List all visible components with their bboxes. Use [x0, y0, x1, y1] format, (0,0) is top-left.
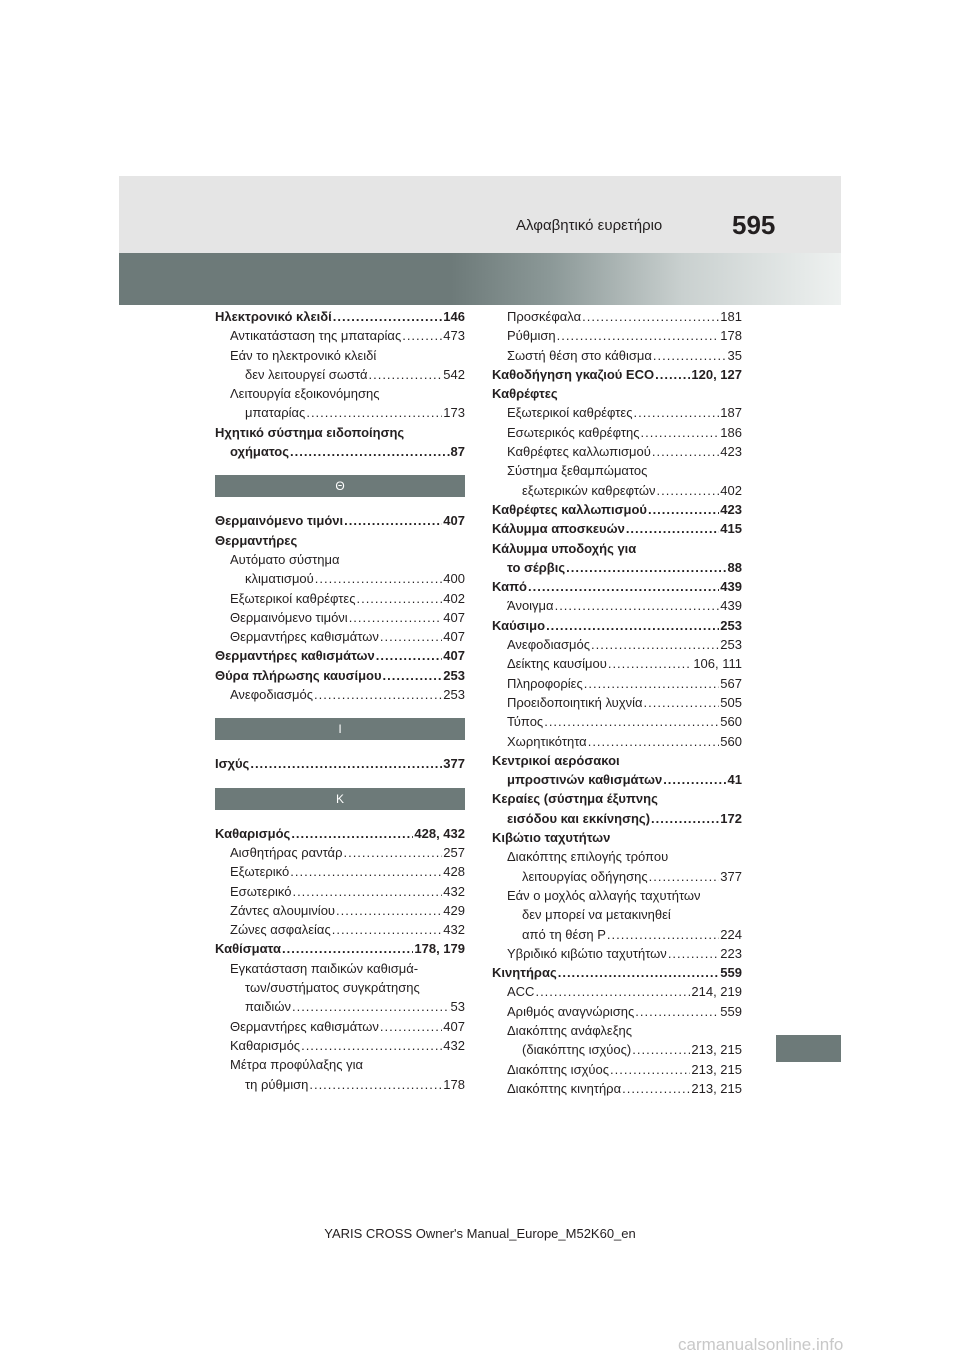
index-page-ref: 505: [720, 694, 742, 710]
index-entry: [492, 712, 742, 731]
index-entry-label: Καπό: [492, 579, 527, 595]
index-entry-label: Θερμαντήρες καθισμάτων: [215, 648, 375, 664]
index-page-ref: 224: [720, 926, 742, 942]
index-entry-label: Ζάντες αλουμινίου: [230, 902, 336, 918]
page-number: 595: [732, 210, 776, 240]
dot-leader: [651, 809, 719, 828]
index-entry: [492, 423, 742, 442]
index-entry: [215, 997, 465, 1016]
index-entry: [492, 770, 742, 789]
index-page-ref: 87: [450, 444, 465, 460]
footer-manual-id: YARIS CROSS Owner's Manual_Europe_M52K60_en: [324, 1226, 636, 1241]
dot-leader: [558, 963, 720, 982]
index-entry-label: Ηλεκτρονικό κλειδί: [215, 309, 332, 324]
index-page-ref: 253: [443, 687, 465, 703]
index-entry: [492, 442, 742, 461]
index-entry: [492, 346, 742, 365]
index-entry-label: εξωτερικών καθρεφτών: [522, 482, 656, 498]
index-entry: [215, 920, 465, 939]
index-entry-label: από τη θέση P: [522, 926, 606, 942]
index-entry: [492, 558, 742, 577]
index-entry: [215, 608, 465, 627]
index-page-ref: 542: [443, 366, 465, 382]
index-entry-text: Κάλυμμα υποδοχής για: [492, 540, 637, 556]
dot-leader: [528, 577, 719, 596]
index-page-ref: 560: [720, 733, 742, 749]
index-entry-label: οχήματος: [230, 444, 289, 460]
dot-leader: [306, 403, 442, 422]
index-entry: [215, 1036, 465, 1055]
dot-leader: [648, 500, 719, 519]
dot-leader: [290, 442, 450, 461]
index-entry: [492, 635, 742, 654]
index-page-ref: 432: [443, 922, 465, 938]
dot-leader: [292, 882, 442, 901]
index-entry-label: Καθρέφτες καλλωπισμού: [492, 501, 647, 517]
index-entry-label: Θερμαντήρες καθισμάτων: [230, 1018, 379, 1034]
index-entry: [215, 1017, 465, 1036]
index-entry: [492, 1079, 742, 1098]
index-entry: [215, 666, 465, 685]
index-entry-text: των/συστήματος συγκράτησης: [245, 980, 420, 996]
index-page-ref: 253: [720, 637, 742, 653]
index-page-ref: 178: [720, 328, 742, 344]
index-page-ref: 423: [720, 444, 742, 460]
index-entry: [215, 365, 465, 384]
index-page-ref: 146: [443, 309, 465, 324]
index-entry-label: Εσωτερικό: [230, 883, 292, 899]
index-entry-label: Εξωτερικοί καθρέφτες: [507, 405, 633, 421]
index-entry: [492, 732, 742, 751]
index-page-ref: 213, 215: [691, 1080, 742, 1096]
index-entry: [492, 365, 742, 384]
dot-leader: [544, 712, 719, 731]
index-page-ref: 88: [727, 559, 742, 575]
dot-leader: [349, 608, 443, 627]
index-entry-text: Σύστημα ξεθαμπώματος: [507, 463, 648, 479]
dot-leader: [663, 770, 726, 789]
index-entry-label: ACC: [507, 984, 535, 1000]
dot-leader: [626, 519, 719, 538]
index-entry: [215, 627, 465, 646]
index-entry: [215, 307, 465, 326]
dot-leader: [314, 685, 442, 704]
dot-leader: [380, 627, 442, 646]
index-entry-text: Λειτουργία εξοικονόμησης: [230, 386, 380, 402]
index-entry: [215, 589, 465, 608]
index-entry-text: Κεραίες (σύστημα έξυπνης: [492, 791, 658, 807]
index-page-ref: 173: [443, 405, 465, 421]
dot-leader: [535, 982, 690, 1001]
index-entry-label: Κινητήρας: [492, 965, 557, 981]
index-entry: [215, 1075, 465, 1094]
dot-leader: [292, 997, 450, 1016]
index-entry-text: Κεντρικοί αερόσακοι: [492, 752, 620, 768]
index-entry: [215, 754, 465, 773]
index-entry: [215, 843, 465, 862]
index-entry-label: Ζώνες ασφαλείας: [230, 922, 331, 938]
index-entry-text: Κιβώτιο ταχυτήτων: [492, 830, 611, 846]
index-entry-label: Καθοδήγηση γκαζιού ECO: [492, 366, 655, 382]
dot-leader: [309, 1075, 442, 1094]
index-entry: [492, 481, 742, 500]
index-page-ref: 560: [720, 714, 742, 730]
dot-leader: [657, 481, 720, 500]
dot-leader: [290, 862, 442, 881]
index-entry-label: Χωρητικότητα: [507, 733, 587, 749]
index-entry-label: δεν λειτουργεί σωστά: [245, 366, 368, 382]
index-page-ref: 432: [443, 883, 465, 899]
index-entry-label: Ρύθμιση: [507, 328, 556, 344]
index-page-ref: 407: [443, 648, 465, 664]
index-entry: [215, 646, 465, 665]
index-page-ref: 172: [720, 810, 742, 826]
index-entry-text: Καθρέφτες: [492, 386, 558, 402]
dot-leader: [632, 1040, 690, 1059]
dot-leader: [368, 365, 442, 384]
index-entry-label: κλιματισμού: [245, 571, 314, 587]
index-entry: [492, 1002, 742, 1021]
index-entry-label: Κάλυμμα αποσκευών: [492, 521, 625, 537]
dot-leader: [655, 365, 690, 384]
index-entry: [215, 442, 465, 461]
index-entry: [492, 519, 742, 538]
dot-leader: [402, 326, 442, 345]
index-page-ref: 214, 219: [691, 984, 742, 1000]
dot-leader: [250, 754, 442, 773]
index-entry: [215, 569, 465, 588]
index-entry-label: Προειδοποιητική λυχνία: [507, 694, 643, 710]
index-entry-text: δεν μπορεί να μετακινηθεί: [522, 907, 671, 923]
dot-leader: [649, 867, 720, 886]
section-title: Αλφαβητικό ευρετήριο: [516, 217, 663, 234]
index-page-ref: 432: [443, 1037, 465, 1053]
index-entry-label: Ανεφοδιασμός: [230, 687, 314, 703]
index-entry-label: Ανεφοδιασμός: [507, 637, 591, 653]
index-entry-text: Εάν ο μοχλός αλλαγής ταχυτήτων: [507, 887, 701, 903]
watermark: carmanualsonline.info: [678, 1335, 844, 1354]
index-page-ref: 120, 127: [691, 366, 742, 382]
index-page-ref: 53: [450, 999, 465, 1015]
index-page-ref: 178, 179: [414, 941, 465, 957]
index-entry: [215, 685, 465, 704]
index-entry: [215, 939, 465, 958]
index-entry-label: Δείκτης καυσίμου: [507, 656, 607, 672]
dot-leader: [584, 674, 720, 693]
dot-leader: [383, 666, 443, 685]
index-entry: [492, 1060, 742, 1079]
index-page-ref: 106, 111: [693, 656, 742, 672]
index-page-ref: 407: [443, 1018, 465, 1034]
dot-leader: [652, 442, 719, 461]
index-entry-label: Αριθμός αναγνώρισης: [507, 1003, 635, 1019]
index-entry-label: Καύσιμο: [492, 617, 546, 633]
index-entry: [492, 1040, 742, 1059]
index-page-ref: 377: [443, 756, 465, 772]
index-page-ref: 415: [720, 521, 742, 537]
index-entry-label: Καθαρισμός: [215, 825, 291, 841]
index-entry-text: Θερμαντήρες: [215, 532, 298, 548]
section-thumb-tab: [776, 1035, 841, 1062]
index-entry: [492, 925, 742, 944]
index-entry-label: μπαταρίας: [245, 405, 306, 421]
header-gradient-bar: [119, 253, 841, 305]
dot-leader: [610, 1060, 690, 1079]
index-page-ref: 423: [720, 501, 742, 517]
index-entry-label: Καθαρισμός: [230, 1037, 301, 1053]
index-page-ref: 402: [720, 482, 742, 498]
index-entry: [492, 596, 742, 615]
index-page-ref: 186: [720, 424, 742, 440]
dot-leader: [546, 616, 719, 635]
index-page-ref: 253: [443, 667, 465, 683]
dot-leader: [315, 569, 443, 588]
index-page-ref: 178: [443, 1076, 465, 1092]
index-entry-text: Μέτρα προφύλαξης για: [230, 1057, 364, 1073]
index-page-ref: 407: [443, 513, 465, 529]
index-entry: [492, 982, 742, 1001]
index-column-right: [492, 307, 742, 1098]
dot-leader: [653, 346, 727, 365]
index-entry-label: τη ρύθμιση: [245, 1076, 309, 1092]
index-page-ref: 213, 215: [691, 1042, 742, 1058]
index-entry-label: παιδιών: [245, 999, 291, 1015]
index-entry: [215, 824, 465, 843]
dot-leader: [344, 511, 442, 530]
dot-leader: [555, 596, 720, 615]
index-page-ref: 567: [720, 675, 742, 691]
dot-leader: [291, 824, 413, 843]
index-entry-text: Διακόπτης επιλογής τρόπου: [507, 849, 669, 865]
index-page-ref: 473: [443, 328, 465, 344]
dot-leader: [644, 693, 720, 712]
dot-leader: [566, 558, 726, 577]
index-page-ref: 407: [443, 629, 465, 645]
index-page-ref: 439: [720, 579, 742, 595]
index-entry-label: Σωστή θέση στο κάθισμα: [507, 347, 652, 363]
index-entry-label: Αισθητήρας ραντάρ: [230, 844, 343, 860]
dot-leader: [608, 654, 692, 673]
index-page-ref: 223: [720, 945, 742, 961]
index-entry: [215, 511, 465, 530]
index-entry: [492, 307, 742, 326]
letter-section-header: Ι: [215, 718, 465, 740]
dot-leader: [582, 307, 719, 326]
index-entry-label: (διακόπτης ισχύος): [522, 1042, 632, 1058]
dot-leader: [591, 635, 719, 654]
dot-leader: [633, 403, 719, 422]
index-page-ref: 213, 215: [691, 1061, 742, 1077]
index-entry-label: Ισχύς: [215, 756, 250, 772]
dot-leader: [333, 307, 443, 326]
index-page-ref: 400: [443, 571, 465, 587]
index-entry-label: Διακόπτης ισχύος: [507, 1061, 610, 1077]
index-entry: [492, 674, 742, 693]
index-entry: [492, 944, 742, 963]
index-page-ref: 253: [720, 617, 742, 633]
index-page-ref: 181: [720, 309, 742, 324]
letter-section-header: Κ: [215, 788, 465, 810]
dot-leader: [380, 1017, 442, 1036]
dot-leader: [356, 589, 442, 608]
index-page-ref: 428, 432: [414, 825, 465, 841]
index-entry: [492, 577, 742, 596]
index-entry: [492, 654, 742, 673]
index-entry: [492, 963, 742, 982]
index-page-ref: 377: [720, 868, 742, 884]
index-column-left: [215, 307, 465, 1094]
dot-leader: [282, 939, 413, 958]
index-page-ref: 41: [727, 772, 742, 788]
dot-leader: [557, 326, 720, 345]
index-page-ref: 257: [443, 844, 465, 860]
index-entry-label: Θερμαινόμενο τιμόνι: [230, 609, 348, 625]
dot-leader: [607, 925, 719, 944]
index-entry-label: Εξωτερικοί καθρέφτες: [230, 590, 356, 606]
index-entry: [215, 403, 465, 422]
index-entry-text: Εάν το ηλεκτρονικό κλειδί: [230, 347, 377, 363]
dot-leader: [332, 920, 443, 939]
index-entry: [492, 403, 742, 422]
index-entry-text: Αυτόματο σύστημα: [230, 551, 340, 567]
index-page-ref: 35: [727, 347, 742, 363]
index-entry-label: Τύπος: [507, 714, 544, 730]
dot-leader: [622, 1079, 690, 1098]
dot-leader: [668, 944, 719, 963]
index-entry: [492, 693, 742, 712]
index-entry: [492, 616, 742, 635]
index-entry-label: Υβριδικό κιβώτιο ταχυτήτων: [507, 945, 667, 961]
index-entry: [492, 867, 742, 886]
index-page-ref: 402: [443, 590, 465, 606]
index-entry-label: λειτουργίας οδήγησης: [522, 868, 648, 884]
index-entry-label: Θερμαινόμενο τιμόνι: [215, 513, 344, 529]
index-page-ref: 407: [443, 609, 465, 625]
index-entry-label: Θερμαντήρες καθισμάτων: [230, 629, 379, 645]
index-entry-label: Άνοιγμα: [507, 598, 554, 614]
index-entry: [215, 326, 465, 345]
index-entry-label: Εσωτερικός καθρέφτης: [507, 424, 640, 440]
index-page-ref: 187: [720, 405, 742, 421]
index-entry: [215, 901, 465, 920]
index-entry-label: Θύρα πλήρωσης καυσίμου: [215, 667, 382, 683]
index-entry-label: Εξωτερικό: [230, 864, 290, 880]
index-entry-text: Διακόπτης ανάφλεξης: [507, 1022, 633, 1038]
index-entry-label: μπροστινών καθισμάτων: [507, 772, 663, 788]
index-entry-text: Εγκατάσταση παιδικών καθισμά-: [230, 960, 419, 976]
dot-leader: [588, 732, 720, 751]
index-entry: [492, 809, 742, 828]
letter-section-header: Θ: [215, 475, 465, 497]
index-entry: [215, 882, 465, 901]
index-entry-label: Αντικατάσταση της μπαταρίας: [230, 328, 402, 344]
dot-leader: [640, 423, 719, 442]
index-entry-label: Προσκέφαλα: [507, 309, 582, 324]
index-entry-label: Καθίσματα: [215, 941, 281, 957]
dot-leader: [336, 901, 442, 920]
index-entry-text: Ηχητικό σύστημα ειδοποίησης: [215, 424, 405, 440]
index-entry-label: το σέρβις: [507, 559, 566, 575]
index-entry-label: Πληροφορίες: [507, 675, 583, 691]
index-entry: [215, 862, 465, 881]
index-page-ref: 429: [443, 902, 465, 918]
index-page-ref: 559: [720, 965, 742, 981]
index-entry-label: Διακόπτης κινητήρα: [507, 1080, 622, 1096]
index-entry-label: Καθρέφτες καλλωπισμού: [507, 444, 651, 460]
index-page-ref: 439: [720, 598, 742, 614]
dot-leader: [635, 1002, 719, 1021]
index-entry: [492, 500, 742, 519]
index-page-ref: 428: [443, 864, 465, 880]
dot-leader: [343, 843, 442, 862]
index-entry: [492, 326, 742, 345]
dot-leader: [376, 646, 443, 665]
index-entry-label: εισόδου και εκκίνησης): [507, 810, 651, 826]
dot-leader: [301, 1036, 442, 1055]
index-page-ref: 559: [720, 1003, 742, 1019]
